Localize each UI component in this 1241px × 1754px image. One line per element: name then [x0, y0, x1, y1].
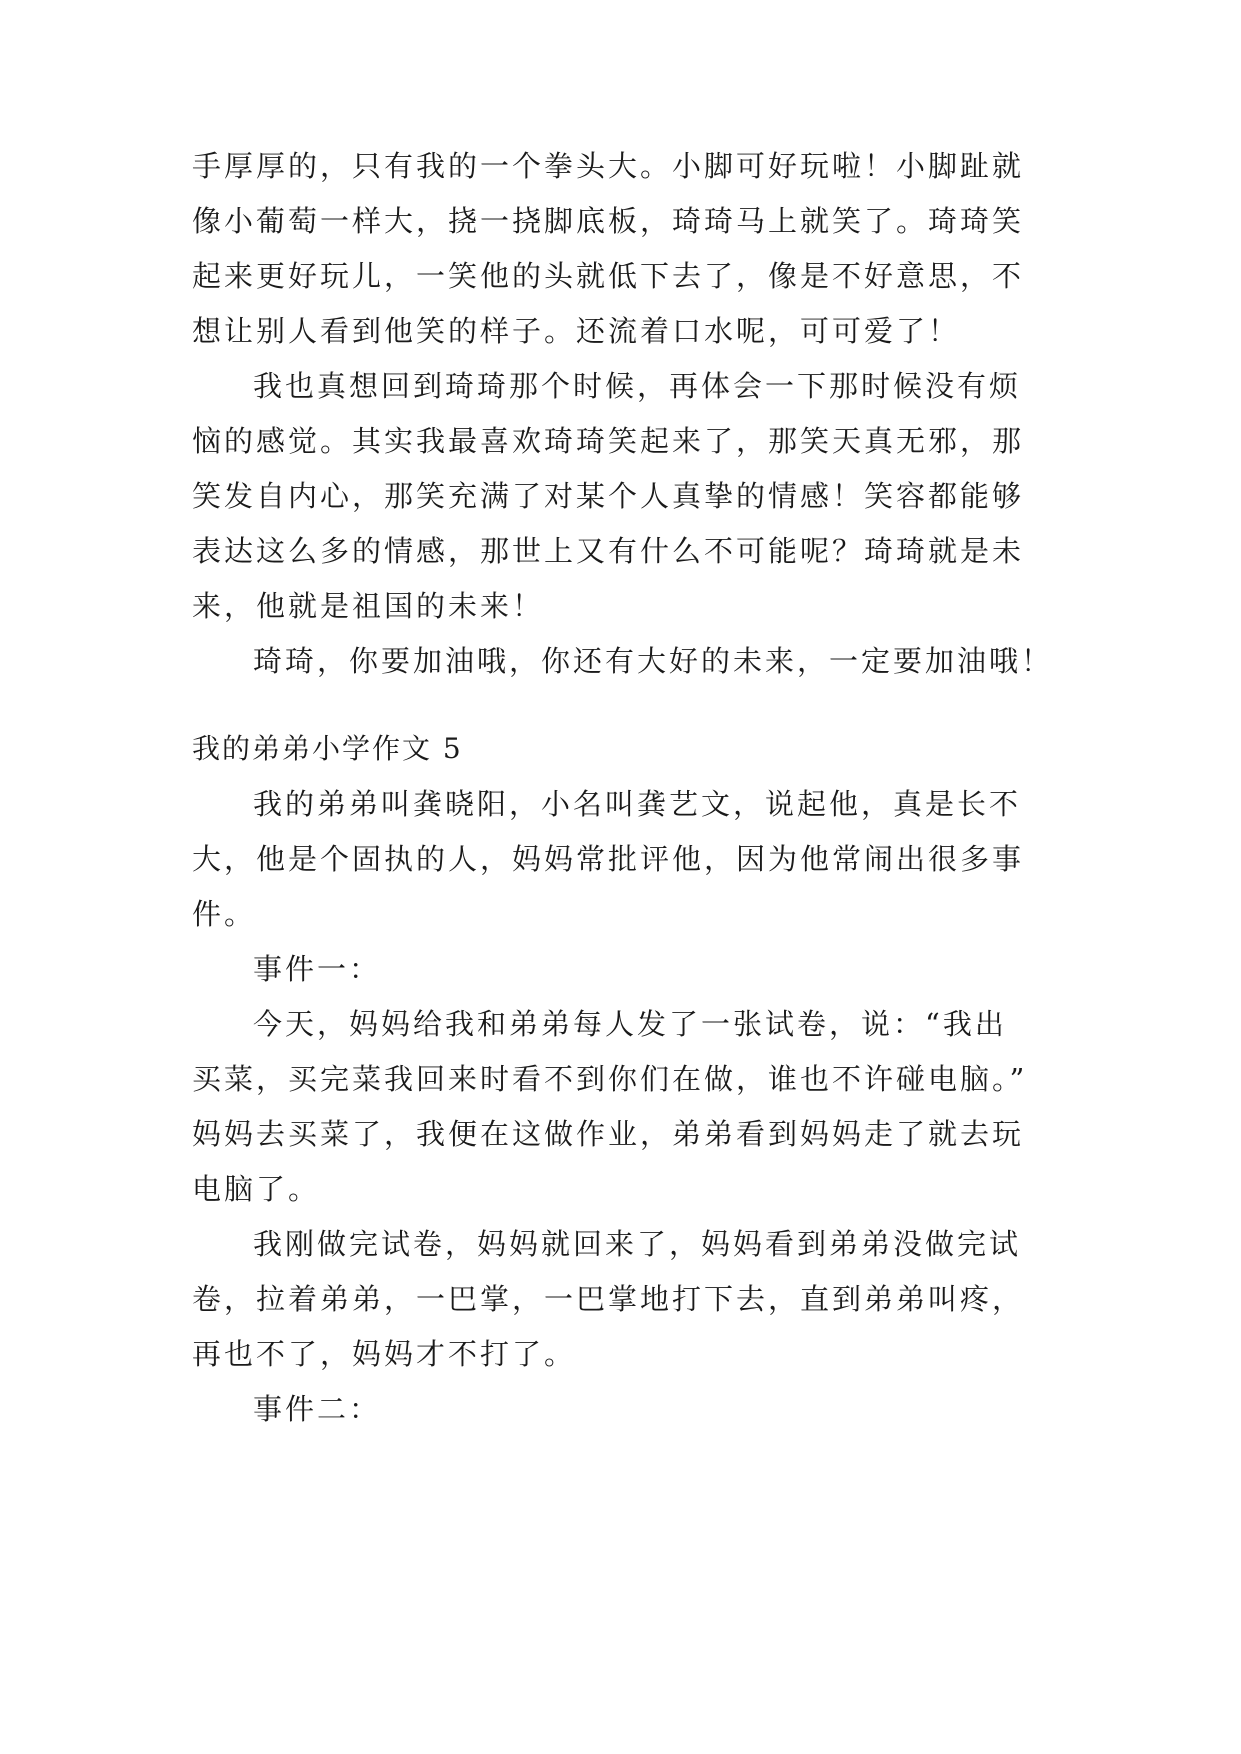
text-line: 妈妈去买菜了，我便在这做作业，弟弟看到妈妈走了就去玩 — [192, 1117, 1025, 1151]
text-line: 件。 — [192, 897, 257, 931]
text-line: 像小葡萄一样大，挠一挠脚底板，琦琦马上就笑了。琦琦笑 — [192, 204, 1025, 238]
text-line: 恼的感觉。其实我最喜欢琦琦笑起来了，那笑天真无邪，那 — [192, 424, 1025, 458]
text-line: 起来更好玩儿，一笑他的头就低下去了，像是不好意思，不 — [192, 259, 1025, 293]
text-line: 电脑了。 — [192, 1172, 321, 1206]
text-line: 卷，拉着弟弟，一巴掌，一巴掌地打下去，直到弟弟叫疼， — [192, 1282, 1025, 1316]
text-line: 事件二： — [253, 1392, 382, 1426]
text-line: 我刚做完试卷，妈妈就回来了，妈妈看到弟弟没做完试 — [253, 1227, 1022, 1261]
text-line: 琦琦，你要加油哦，你还有大好的未来，一定要加油哦！ — [253, 644, 1054, 678]
text-line: 来，他就是祖国的未来！ — [192, 589, 545, 623]
text-line: 事件一： — [253, 952, 382, 986]
text-line: 笑发自内心，那笑充满了对某个人真挚的情感！笑容都能够 — [192, 479, 1025, 513]
text-line: 表达这么多的情感，那世上又有什么不可能呢？琦琦就是未 — [192, 534, 1025, 568]
text-line: 我的弟弟叫龚晓阳，小名叫龚艺文，说起他，真是长不 — [253, 787, 1022, 821]
text-line: 今天，妈妈给我和弟弟每人发了一张试卷，说：“我出 — [253, 1007, 1007, 1041]
text-line: 大，他是个固执的人，妈妈常批评他，因为他常闹出很多事 — [192, 842, 1025, 876]
text-line: 买菜，买完菜我回来时看不到你们在做，谁也不许碰电脑。” — [192, 1062, 1028, 1096]
text-line: 想让别人看到他笑的样子。还流着口水呢，可可爱了！ — [192, 314, 961, 348]
text-line: 手厚厚的，只有我的一个拳头大。小脚可好玩啦！小脚趾就 — [192, 149, 1025, 183]
section-heading: 我的弟弟小学作文 5 — [192, 732, 463, 765]
text-line: 我也真想回到琦琦那个时候，再体会一下那时候没有烦 — [253, 369, 1022, 403]
text-line: 再也不了，妈妈才不打了。 — [192, 1337, 577, 1371]
